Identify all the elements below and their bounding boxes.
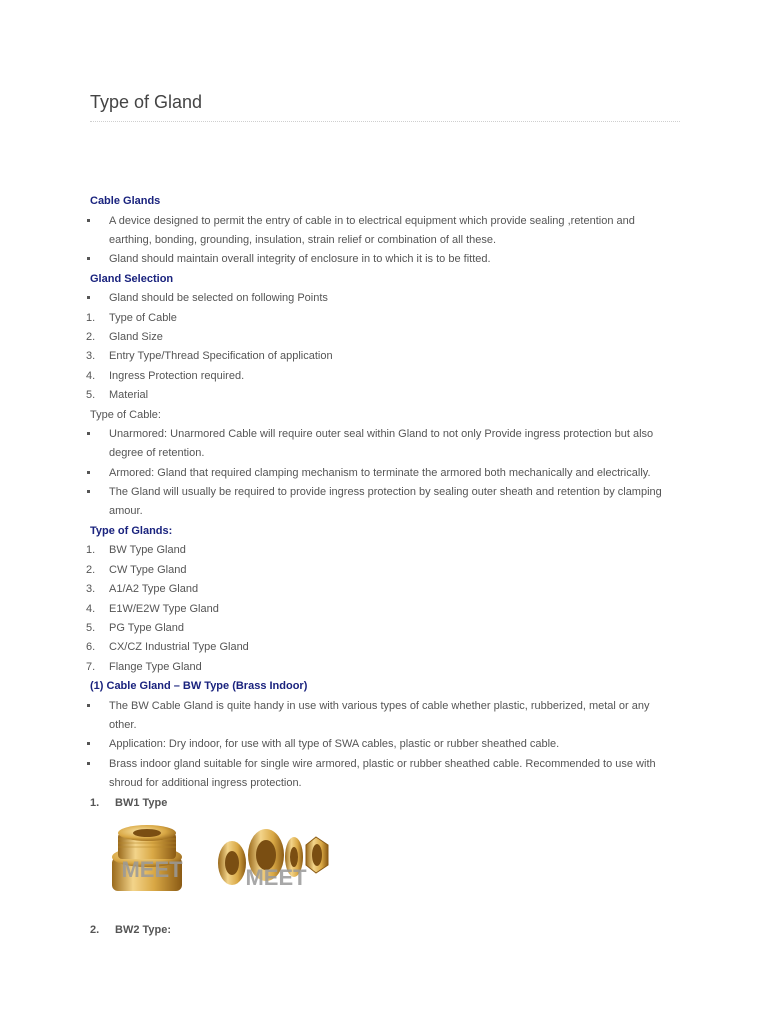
subheading-bw1: 1. BW1 Type xyxy=(90,796,168,809)
list-item: The Gland will usually be required to provide ingress protection by sealing outer sheath and retention by clamping xyxy=(90,483,690,502)
bullet-icon xyxy=(87,471,90,474)
list-item: The BW Cable Gland is quite handy in use with various types of cable whether plastic, rubberized, metal or any xyxy=(90,697,690,716)
numbered-item: 3. Entry Type/Thread Specification of application xyxy=(86,350,333,363)
bw1-gland-photo xyxy=(104,819,200,899)
product-photos xyxy=(90,819,690,907)
numbered-item: 1. BW Type Gland xyxy=(86,544,186,557)
numbered-item: 5. Material xyxy=(86,389,149,402)
section-heading-bw-type: (1) Cable Gland – BW Type (Brass Indoor) xyxy=(90,680,308,693)
list-item-continuation: degree of retention. xyxy=(109,447,205,460)
bullet-icon xyxy=(87,296,90,299)
numbered-item: 5. PG Type Gland xyxy=(86,621,185,634)
bullet-icon xyxy=(87,257,90,260)
spacer xyxy=(90,907,690,921)
bullet-icon xyxy=(87,219,90,222)
list-item: Gland should maintain overall integrity of enclosure in to which it is to be fitted. xyxy=(90,250,690,269)
bullet-icon xyxy=(87,490,90,493)
list-item: Brass indoor gland suitable for single wire armored, plastic or rubber sheathed cable. Recommended to use with xyxy=(90,755,690,774)
numbered-item: 7. Flange Type Gland xyxy=(86,660,202,673)
bullet-icon xyxy=(87,742,90,745)
section-heading-types-of-glands: Type of Glands: xyxy=(90,524,173,537)
numbered-item: 4. E1W/E2W Type Gland xyxy=(86,602,219,615)
numbered-item: 2. Gland Size xyxy=(86,330,163,343)
numbered-item: 1. Type of Cable xyxy=(86,311,177,324)
numbered-item: 3. A1/A2 Type Gland xyxy=(86,583,199,596)
numbered-item: 6. CX/CZ Industrial Type Gland xyxy=(86,641,249,654)
list-item: Unarmored: Unarmored Cable will require outer seal within Gland to not only Provide ingress protection but also xyxy=(90,425,690,444)
bullet-icon xyxy=(87,762,90,765)
list-item-continuation: amour. xyxy=(109,505,143,518)
numbered-item: 4. Ingress Protection required. xyxy=(86,369,245,382)
numbered-item: 2. CW Type Gland xyxy=(86,563,187,576)
document-body xyxy=(86,192,690,941)
list-item: Gland should be selected on following Points xyxy=(90,289,690,308)
title-divider xyxy=(90,121,680,122)
bullet-icon xyxy=(87,432,90,435)
list-item: Armored: Gland that required clamping mechanism to terminate the armored both mechanically and electrically. xyxy=(90,464,690,483)
list-item: A device designed to permit the entry of cable in to electrical equipment which provide sealing ,retention and xyxy=(90,212,690,231)
watermark-text: MEET xyxy=(245,865,307,891)
section-heading-gland-selection: Gland Selection xyxy=(90,272,174,285)
bw1-parts-photo xyxy=(214,821,334,899)
type-of-cable-label: Type of Cable: xyxy=(90,408,161,421)
list-item-continuation: other. xyxy=(109,718,137,731)
bullet-icon xyxy=(87,704,90,707)
subheading-bw2: 2. BW2 Type: xyxy=(90,924,172,937)
list-item: Application: Dry indoor, for use with all type of SWA cables, plastic or rubber sheathed cable. xyxy=(90,735,690,754)
list-item-continuation: earthing, bonding, grounding, insulation, strain relief or combination of all these. xyxy=(109,233,497,246)
page-title: Type of Gland xyxy=(90,92,203,112)
section-heading-cable-glands: Cable Glands xyxy=(90,195,161,207)
watermark-text: MEET xyxy=(121,857,183,883)
list-item-continuation: shroud for additional ingress protection. xyxy=(109,777,302,790)
